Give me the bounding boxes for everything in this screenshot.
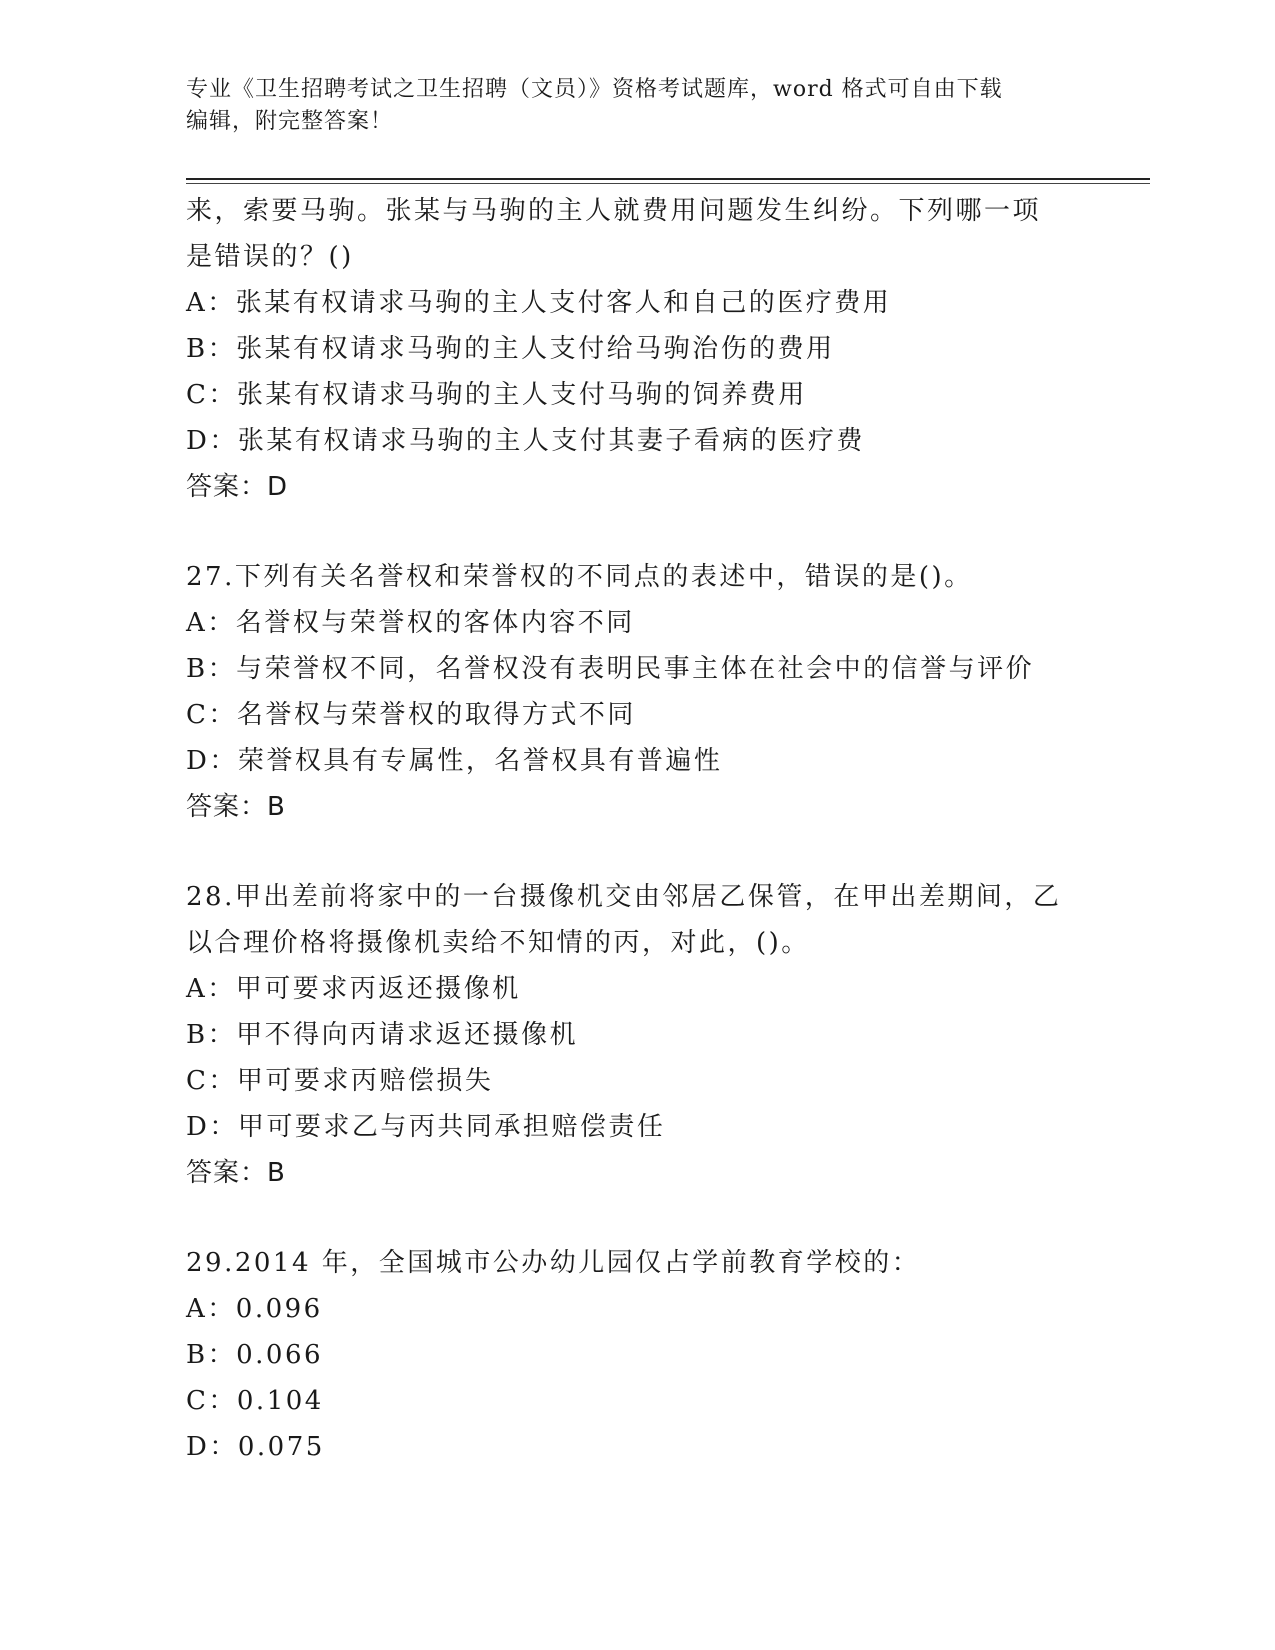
document-header: [186, 74, 1066, 138]
question-stem-line: 来，索要马驹。张某与马驹的主人就费用问题发生纠纷。下列哪一项: [186, 196, 1042, 226]
option-b: B：0.066: [186, 1340, 324, 1370]
option-a: A：张某有权请求马驹的主人支付客人和自己的医疗费用: [186, 288, 892, 318]
header-divider-thin: [186, 183, 1150, 184]
question-stem-line: 27.下列有关名誉权和荣誉权的不同点的表述中，错误的是()。: [186, 562, 973, 592]
question-28: [186, 874, 1086, 1196]
question-stem-line: 是错误的？(): [186, 242, 354, 272]
option-c: C：0.104: [186, 1386, 324, 1416]
answer-label: 答案：D: [186, 472, 289, 502]
option-b: B：甲不得向丙请求返还摄像机: [186, 1020, 579, 1050]
header-line-2: 编辑，附完整答案！: [186, 109, 394, 134]
option-c: C：名誉权与荣誉权的取得方式不同: [186, 700, 636, 730]
header-line-1: 专业《卫生招聘考试之卫生招聘（文员）》资格考试题库，word 格式可自由下载: [186, 77, 1003, 102]
option-d: D：0.075: [186, 1432, 325, 1462]
option-a: A：甲可要求丙返还摄像机: [186, 974, 521, 1004]
option-d: D：甲可要求乙与丙共同承担赔偿责任: [186, 1112, 666, 1142]
option-c: C：张某有权请求马驹的主人支付马驹的饲养费用: [186, 380, 807, 410]
option-b: B：张某有权请求马驹的主人支付给马驹治伤的费用: [186, 334, 835, 364]
option-c: C：甲可要求丙赔偿损失: [186, 1066, 494, 1096]
option-d: D：荣誉权具有专属性，名誉权具有普遍性: [186, 746, 723, 776]
option-a: A：0.096: [186, 1294, 323, 1324]
question-spacer: [186, 510, 1086, 554]
option-d: D：张某有权请求马驹的主人支付其妻子看病的医疗费: [186, 426, 865, 456]
question-stem-line: 29.2014 年，全国城市公办幼儿园仅占学前教育学校的：: [186, 1248, 921, 1278]
question-27: [186, 554, 1086, 830]
question-spacer: [186, 830, 1086, 874]
question-continued: [186, 188, 1086, 510]
option-b: B：与荣誉权不同，名誉权没有表明民事主体在社会中的信誉与评价: [186, 654, 1035, 684]
question-stem-line: 28.甲出差前将家中的一台摄像机交由邻居乙保管，在甲出差期间，乙: [186, 882, 1062, 912]
document-body: [186, 188, 1086, 1470]
answer-label: 答案：B: [186, 1158, 286, 1188]
header-divider-thick: [186, 178, 1150, 180]
answer-label: 答案：B: [186, 792, 286, 822]
question-29: [186, 1240, 1086, 1470]
question-spacer: [186, 1196, 1086, 1240]
question-stem-line: 以合理价格将摄像机卖给不知情的丙，对此，()。: [186, 928, 810, 958]
option-a: A：名誉权与荣誉权的客体内容不同: [186, 608, 635, 638]
